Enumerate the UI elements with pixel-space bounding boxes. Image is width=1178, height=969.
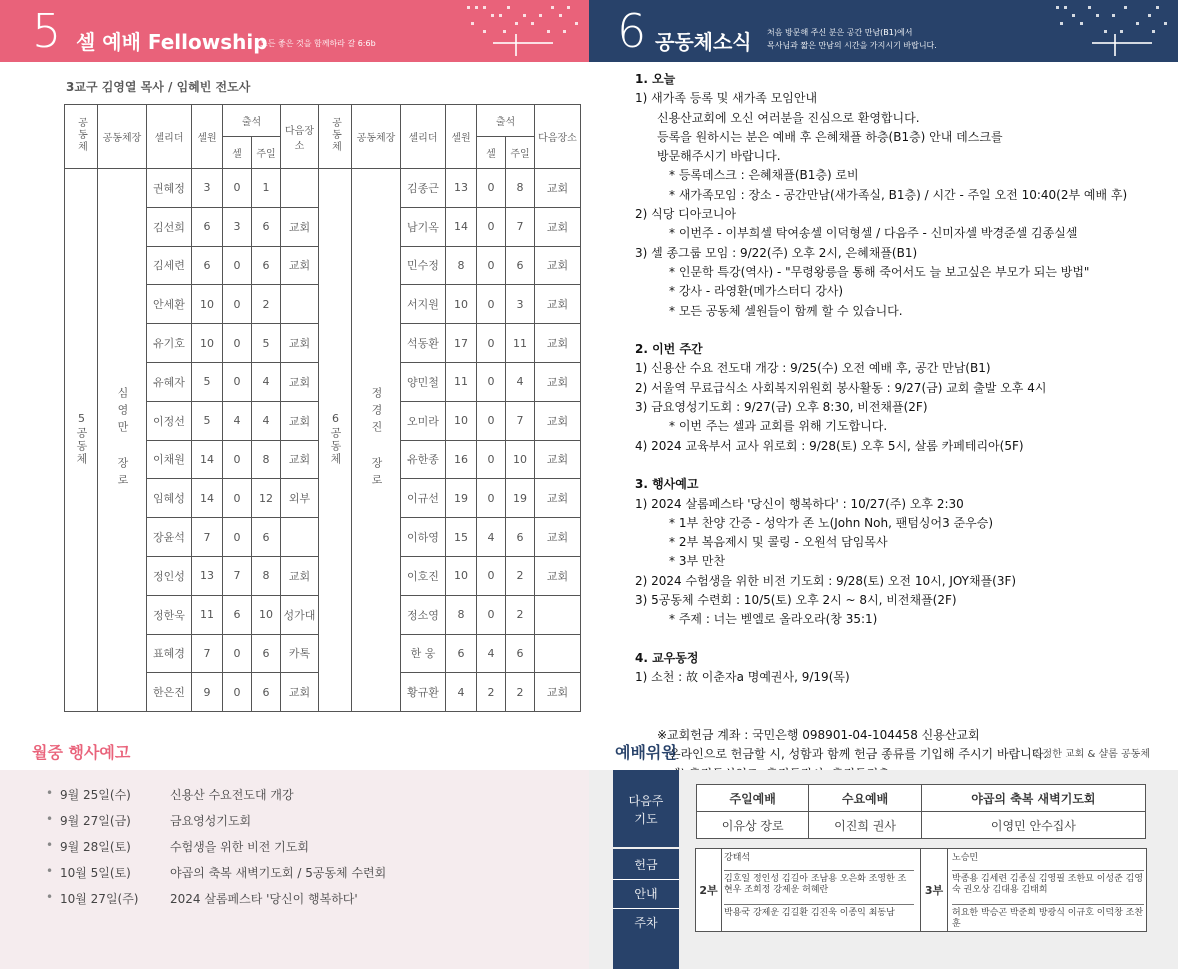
next-place: 교회: [281, 673, 319, 712]
service-2-names: 강태석 김호일 정인성 김길아 조남용 오은화 조영한 조현우 조희정 강제운 허혜란 박용국 강제운 김길환 김진욱 이종익 최동남: [724, 853, 914, 919]
event-item: • 9월 28일(토) 수험생을 위한 비전 기도회: [46, 838, 309, 854]
leader-name: 오미라: [401, 401, 446, 440]
news-line: 4) 2024 교육부서 교사 위로회 : 9/28(토) 오후 5시, 살롬 카페테리아(5F): [635, 438, 1024, 453]
attendance-table: [64, 104, 581, 712]
next-place: 교회: [535, 324, 581, 363]
header-cell: 셀: [477, 137, 506, 169]
news-line: 신용산교회에 오신 여러분을 진심으로 환영합니다.: [657, 110, 920, 125]
member-count: 19: [446, 479, 477, 518]
header-attendance: 출석: [477, 105, 535, 137]
next-place: 교회: [281, 556, 319, 595]
cell-attendance: 0: [477, 595, 506, 634]
prayer-head: 주일예배: [697, 785, 809, 812]
cell-attendance: 4: [223, 401, 252, 440]
section-title: 셀 예배 Fellowship: [76, 30, 268, 54]
cell-attendance: 4: [477, 518, 506, 557]
cell-attendance: 0: [223, 440, 252, 479]
news-line: 온라인으로 헌금할 시, 성함과 함께 헌금 종류를 기입해 주시기 바랍니다.: [669, 747, 1048, 762]
events-list: [46, 786, 386, 916]
news-line: [635, 456, 1127, 475]
sunday-attendance: 11: [506, 324, 535, 363]
community-cell: 6공동체: [319, 169, 352, 712]
next-place: 교회: [281, 440, 319, 479]
header-leader: 셀리더: [147, 105, 192, 169]
member-count: 5: [192, 401, 223, 440]
decorative-dots: [463, 4, 583, 58]
next-place: 성가대: [281, 595, 319, 634]
header-leader: 셀리더: [401, 105, 446, 169]
leader-name: 유한종: [401, 440, 446, 479]
section-title: 공동체소식: [655, 30, 752, 54]
news-line: * 3부 만찬: [669, 554, 726, 569]
news-line: * 등록데스크 : 은혜채플(B1층) 로비: [669, 168, 859, 183]
leader-name: 한 웅: [401, 634, 446, 673]
section-subtitle-1: 처음 방문해 주신 분은 공간 만남(B1)에서: [767, 28, 913, 37]
event-item: • 9월 25일(수) 신용산 수요전도대 개강: [46, 786, 294, 802]
news-block: [635, 70, 1127, 784]
cell-attendance: 0: [477, 207, 506, 246]
sunday-attendance: 3: [506, 285, 535, 324]
header-attendance: 출석: [223, 105, 281, 137]
offering-guide-parking-label: 헌금 안내 주차: [613, 849, 679, 969]
member-count: 13: [192, 556, 223, 595]
community-cell: 5공동체: [65, 169, 98, 712]
sunday-attendance: 6: [252, 518, 281, 557]
next-place: 외부: [281, 479, 319, 518]
sunday-attendance: 6: [252, 246, 281, 285]
member-count: 14: [192, 440, 223, 479]
leader-name: 김선희: [147, 207, 192, 246]
member-count: 4: [446, 673, 477, 712]
next-place: 교회: [535, 207, 581, 246]
prayer-name: 이유상 장로: [697, 812, 809, 839]
decorative-dots: [1052, 4, 1172, 58]
prayer-head: 수요예배: [809, 785, 921, 812]
leader-name: 임혜성: [147, 479, 192, 518]
member-count: 14: [446, 207, 477, 246]
service-3-label: 3부: [920, 849, 948, 931]
cell-attendance: 3: [223, 207, 252, 246]
sunday-attendance: 6: [252, 634, 281, 673]
news-line: [635, 707, 1127, 726]
news-line: 1) 신용산 수요 전도대 개강 : 9/25(수) 오전 예배 후, 공간 만남(B1): [635, 361, 991, 376]
news-heading: 2. 이번 주간: [635, 342, 703, 357]
leader-name: 민수정: [401, 246, 446, 285]
news-heading: 4. 교우동정: [635, 650, 699, 665]
cell-attendance: 0: [223, 673, 252, 712]
next-place: 교회: [281, 401, 319, 440]
events-title: 월중 행사예고: [32, 743, 131, 762]
leader-name: 이규선: [401, 479, 446, 518]
next-place: 교회: [535, 518, 581, 557]
sunday-attendance: 4: [506, 362, 535, 401]
leader-name: 정한욱: [147, 595, 192, 634]
news-line: * 2부 복음제시 및 콜링 - 오원석 담임목사: [669, 535, 888, 550]
prayer-table: [696, 784, 1146, 839]
news-line: 2) 서울역 무료급식소 사회복지위원회 봉사활동 : 9/27(금) 교회 출발 오후 4시: [635, 380, 1047, 395]
news-line: * 새가족모임 : 장소 - 공간만남(새가족실, B1층) / 시간 - 주일 오전 10:40(2부 예배 후): [669, 187, 1128, 202]
member-count: 8: [446, 246, 477, 285]
member-count: 8: [446, 595, 477, 634]
leader-name: 한은진: [147, 673, 192, 712]
member-count: 3: [192, 169, 223, 208]
member-count: 6: [192, 207, 223, 246]
worship-title: 예배위원: [615, 743, 677, 762]
cell-attendance: 0: [223, 169, 252, 208]
leader-name: 유혜자: [147, 362, 192, 401]
member-count: 10: [192, 285, 223, 324]
leader-name: 황규환: [401, 673, 446, 712]
news-line: * 주제 : 너는 벧엘로 올라오라(창 35:1): [669, 612, 878, 627]
leader-name: 유기호: [147, 324, 192, 363]
news-line: 2) 식당 디아코니아: [635, 207, 737, 222]
leader-name: 정인성: [147, 556, 192, 595]
sunday-attendance: 19: [506, 479, 535, 518]
news-line: 3) 5공동체 수련회 : 10/5(토) 오후 2시 ~ 8시, 비전채플(2F): [635, 593, 957, 608]
next-week-prayer-label: 다음주 기도: [613, 770, 679, 847]
cell-attendance: 0: [223, 285, 252, 324]
cell-attendance: 0: [477, 246, 506, 285]
header-chief: 공동체장: [98, 105, 147, 169]
header-sunday: 주일: [252, 137, 281, 169]
news-line: 1) 새가족 등록 및 새가족 모임안내: [635, 91, 818, 106]
sunday-attendance: 1: [252, 169, 281, 208]
event-item: • 10월 27일(주) 2024 살롬페스타 '당신이 행복하다': [46, 890, 358, 906]
news-line: * 이번주 - 이부희셀 탁여송셀 이덕형셀 / 다음주 - 신미자셀 박경준셀 김종실셀: [669, 226, 1078, 241]
section-number: 6: [617, 4, 647, 58]
next-place: 교회: [535, 673, 581, 712]
right-page: [589, 0, 1178, 969]
news-line: 3) 셀 종그룹 모임 : 9/22(주) 오후 2시, 은혜채플(B1): [635, 245, 918, 260]
leader-name: 김종근: [401, 169, 446, 208]
news-line: * 1부 찬양 간증 - 성악가 존 노(John Noh, 팬텀싱어3 준우승): [669, 515, 994, 530]
sunday-attendance: 6: [506, 246, 535, 285]
next-place: 교회: [281, 324, 319, 363]
leader-name: 남기옥: [401, 207, 446, 246]
sunday-attendance: 6: [252, 207, 281, 246]
section-6-header: [589, 0, 1178, 62]
header-next: 다음장소: [281, 105, 319, 169]
service-2-label: 2부: [696, 849, 722, 931]
news-line: 3) 금요영성기도회 : 9/27(금) 오후 8:30, 비전채플(2F): [635, 400, 928, 415]
next-place: [535, 634, 581, 673]
prayer-name: 이영민 안수집사: [921, 812, 1145, 839]
member-count: 14: [192, 479, 223, 518]
next-place: 교회: [535, 440, 581, 479]
header-members: 셀원: [192, 105, 223, 169]
next-place: 교회: [535, 556, 581, 595]
cell-attendance: 2: [477, 673, 506, 712]
leader-name: 권혜정: [147, 169, 192, 208]
leader-name: 정소영: [401, 595, 446, 634]
next-place: [281, 518, 319, 557]
member-count: 6: [446, 634, 477, 673]
cell-attendance: 0: [477, 169, 506, 208]
news-line: * 모든 공동체 셀원들이 함께 할 수 있습니다.: [669, 303, 903, 318]
member-count: 6: [192, 246, 223, 285]
leader-name: 석동환: [401, 324, 446, 363]
cell-attendance: 0: [477, 362, 506, 401]
cell-attendance: 6: [223, 595, 252, 634]
cell-attendance: 0: [223, 479, 252, 518]
event-item: • 10월 5일(토) 야곱의 축복 새벽기도회 / 5공동체 수련회: [46, 864, 387, 880]
news-heading: 1. 오늘: [635, 72, 676, 86]
cell-attendance: 0: [477, 401, 506, 440]
next-place: 교회: [281, 207, 319, 246]
service-3-names: 노승민 박종용 김세련 김종실 김영필 조한묘 이성준 김영숙 권오상 김대용 김태희 허요한 박승곤 박준희 방광식 이규호 이덕창 조찬훈: [952, 853, 1144, 929]
news-line: * 강사 - 라영환(메가스터디 강사): [669, 284, 844, 299]
prayer-head: 야곱의 축복 새벽기도회: [921, 785, 1145, 812]
header-community: 공동체: [65, 105, 98, 169]
prayer-name: 이진희 권사: [809, 812, 921, 839]
news-line: 1) 2024 살롬페스타 '당신이 행복하다' : 10/27(주) 오후 2:30: [635, 496, 964, 511]
header-chief: 공동체장: [352, 105, 401, 169]
section-subtitle: 모든 좋은 것을 함께하라 갈 6:6b: [260, 39, 376, 48]
leader-name: 이채원: [147, 440, 192, 479]
member-count: 13: [446, 169, 477, 208]
next-place: [281, 285, 319, 324]
news-line: [635, 630, 1127, 649]
member-count: 10: [446, 556, 477, 595]
header-community: 공동체: [319, 105, 352, 169]
sunday-attendance: 4: [252, 401, 281, 440]
cell-attendance: 0: [223, 246, 252, 285]
next-place: 교회: [535, 285, 581, 324]
leader-name: 표혜경: [147, 634, 192, 673]
chief-cell: 정경진 장로: [352, 169, 401, 712]
news-line: * 인문학 특강(역사) - "무령왕릉을 통해 죽어서도 늘 보고싶은 부모가 되는 방법": [669, 264, 1090, 279]
sunday-attendance: 12: [252, 479, 281, 518]
next-place: 교회: [281, 362, 319, 401]
leader-name: 이호진: [401, 556, 446, 595]
offering-box: [695, 848, 1147, 932]
cell-attendance: 7: [223, 556, 252, 595]
sunday-attendance: 2: [506, 673, 535, 712]
leader-name: 안세환: [147, 285, 192, 324]
leader-name: 김세련: [147, 246, 192, 285]
news-line: ※교회헌금 계좌 : 국민은행 098901-04-104458 신용산교회: [657, 728, 980, 743]
cell-attendance: 0: [477, 285, 506, 324]
sunday-attendance: 2: [506, 556, 535, 595]
sunday-attendance: 5: [252, 324, 281, 363]
leader-name: 이하영: [401, 518, 446, 557]
cell-attendance: 0: [223, 518, 252, 557]
sunday-attendance: 10: [506, 440, 535, 479]
sunday-attendance: 2: [506, 595, 535, 634]
member-count: 10: [446, 401, 477, 440]
member-count: 7: [192, 634, 223, 673]
member-count: 7: [192, 518, 223, 557]
chief-cell: 심영만 장로: [98, 169, 147, 712]
next-place: 교회: [535, 401, 581, 440]
news-heading: 3. 행사예고: [635, 477, 699, 492]
worship-tagline: 진정한 교회 & 샬롬 공동체: [1032, 749, 1150, 760]
next-place: [281, 169, 319, 208]
sunday-attendance: 8: [506, 169, 535, 208]
sunday-attendance: 6: [506, 518, 535, 557]
member-count: 10: [192, 324, 223, 363]
next-place: [535, 595, 581, 634]
next-place: 교회: [535, 246, 581, 285]
cell-attendance: 4: [477, 634, 506, 673]
leader-name: 양민철: [401, 362, 446, 401]
news-line: 2) 2024 수험생을 위한 비전 기도회 : 9/28(토) 오전 10시, JOY채플(3F): [635, 573, 1017, 588]
news-line: 1) 소천 : 故 이춘자a 명예권사, 9/19(목): [635, 670, 850, 685]
header-cell: 셀: [223, 137, 252, 169]
member-count: 16: [446, 440, 477, 479]
leader-name: 서지원: [401, 285, 446, 324]
sunday-attendance: 10: [252, 595, 281, 634]
news-line: [635, 688, 1127, 707]
next-place: 교회: [535, 479, 581, 518]
cell-attendance: 0: [477, 556, 506, 595]
cell-attendance: 0: [223, 362, 252, 401]
sunday-attendance: 6: [252, 673, 281, 712]
section-number: 5: [32, 4, 62, 58]
sunday-attendance: 6: [506, 634, 535, 673]
sunday-attendance: 7: [506, 207, 535, 246]
news-line: * 이번 주는 셀과 교회를 위해 기도합니다.: [669, 419, 888, 434]
sunday-attendance: 2: [252, 285, 281, 324]
sunday-attendance: 8: [252, 440, 281, 479]
next-place: 교회: [281, 246, 319, 285]
news-line: 방문해주시기 바랍니다.: [657, 149, 781, 164]
member-count: 10: [446, 285, 477, 324]
news-line: [635, 321, 1127, 340]
cell-attendance: 0: [477, 440, 506, 479]
cell-attendance: 0: [223, 324, 252, 363]
member-count: 5: [192, 362, 223, 401]
leader-name: 이정선: [147, 401, 192, 440]
member-count: 11: [192, 595, 223, 634]
member-count: 17: [446, 324, 477, 363]
cell-attendance: 0: [223, 634, 252, 673]
header-members: 셀원: [446, 105, 477, 169]
news-line: 등록을 원하시는 분은 예배 후 은혜채플 하층(B1층) 안내 데스크를: [657, 129, 1003, 144]
member-count: 15: [446, 518, 477, 557]
pastor-line: 3교구 김영열 목사 / 임혜빈 전도사: [66, 80, 251, 94]
next-place: 카톡: [281, 634, 319, 673]
section-5-header: [0, 0, 589, 62]
section-subtitle-2: 목사님과 짧은 만남의 시간을 가지시기 바랍니다.: [767, 41, 937, 50]
table-row: [65, 169, 581, 208]
next-place: 교회: [535, 169, 581, 208]
event-item: • 9월 27일(금) 금요영성기도회: [46, 812, 252, 828]
leader-name: 장윤석: [147, 518, 192, 557]
cell-attendance: 0: [477, 479, 506, 518]
header-sunday: 주일: [506, 137, 535, 169]
header-next: 다음장소: [535, 105, 581, 169]
sunday-attendance: 7: [506, 401, 535, 440]
cell-attendance: 0: [477, 324, 506, 363]
sunday-attendance: 8: [252, 556, 281, 595]
sunday-attendance: 4: [252, 362, 281, 401]
next-place: 교회: [535, 362, 581, 401]
member-count: 11: [446, 362, 477, 401]
member-count: 9: [192, 673, 223, 712]
